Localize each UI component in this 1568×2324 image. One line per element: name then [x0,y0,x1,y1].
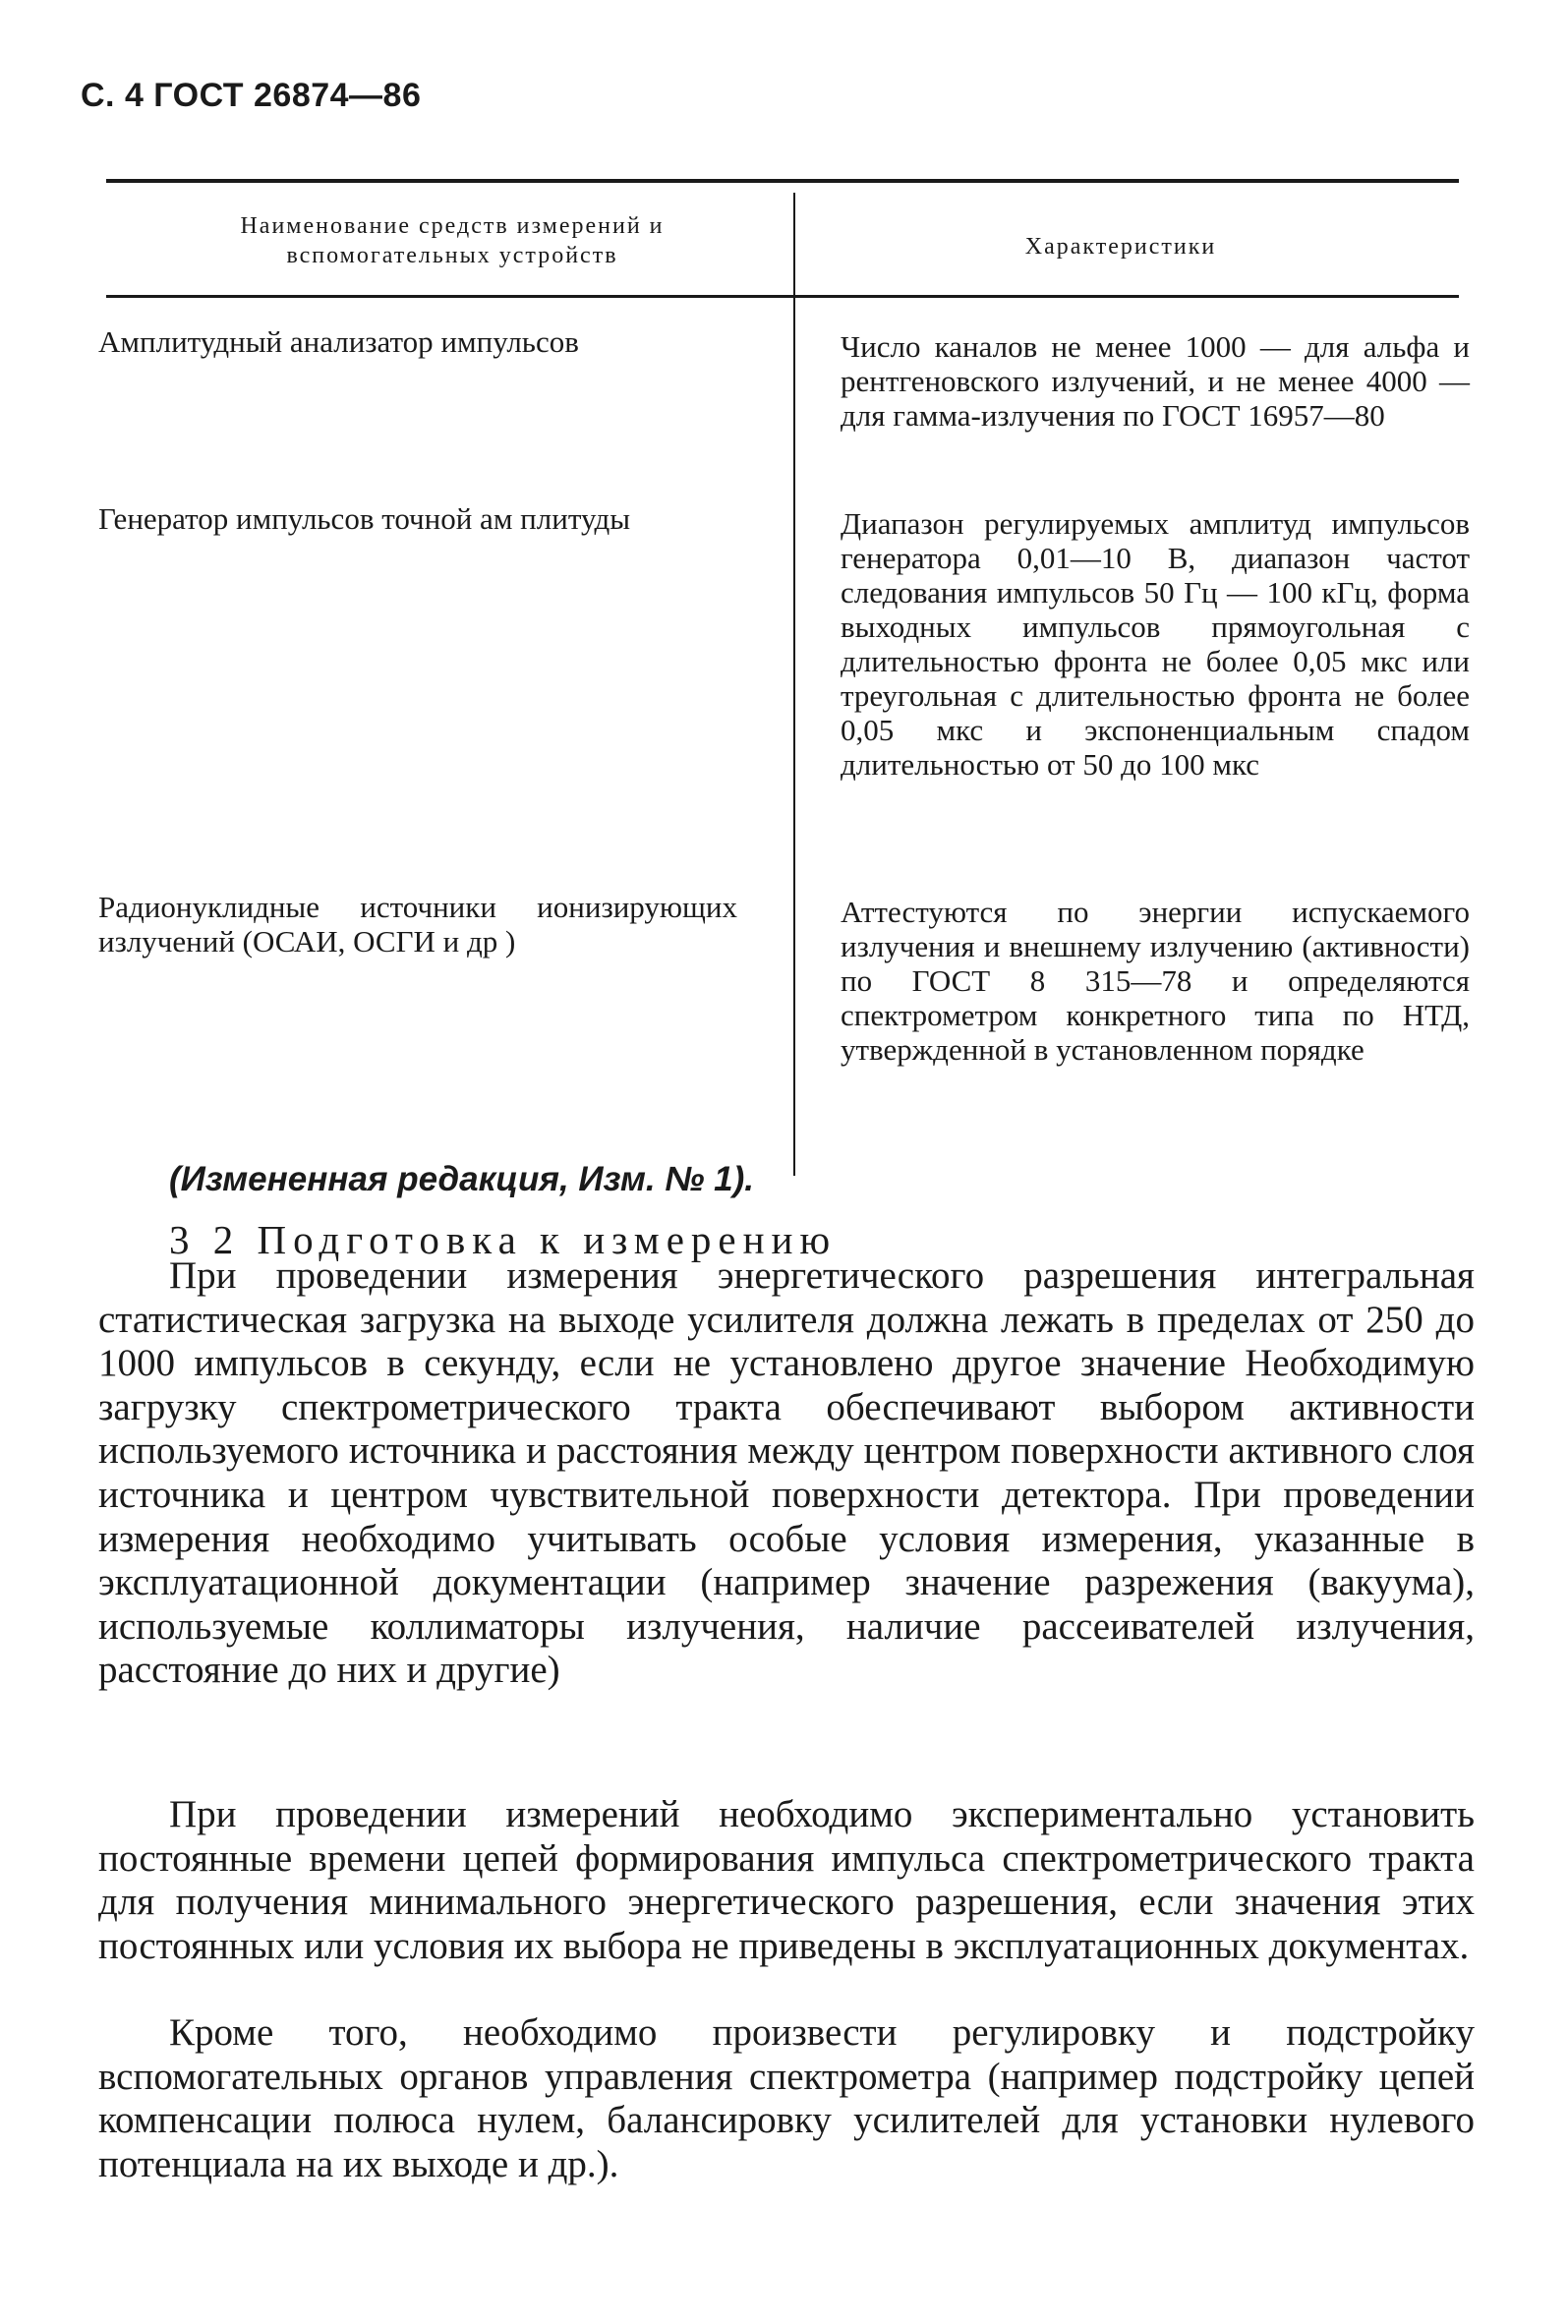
table-header-name: Наименование средств измерений и вспомогательных устройств [240,213,665,268]
table-row-1-characteristics: Число каналов не менее 1000 — для альфа и рентгеновского излучений, и не менее 4000 — для гамма-излучения по ГОСТ 16957—80 [841,329,1470,433]
table-row-1-name: Амплитудный анализатор импульсов [98,324,579,359]
table-row-2-name: Генератор импульсов точной ам плитуды [98,501,631,536]
table-column-divider [793,193,795,1176]
section-paragraph-1: При проведении измерения энергетического разрешения интегральная статистическая загрузка на выходе усилителя должна лежать в пределах от 250 до 1000 импульсов в секунду, если не установлено другое значение Необходимую загрузку спектрометрического тракта обеспечивают выбором активности используемого источника и расстояния между центром поверхности активного слоя источника и центром чувствительной поверхности детектора. При проведении измерения необходимо учитывать особые условия измерения, указанные в эксплуатационной документации (например значение разрежения (вакуума), используемые коллиматоры излучения, наличие рассеивателей излучения, расстояние до них и другие) [98,1254,1475,1692]
section-paragraph-2: При проведении измерений необходимо экспериментально установить постоянные времени цепей формирования импульса спектрометрического тракта для получения минимального энергетического разрешения, если значения этих постоянных или условия их выбора не приведены в эксплуатационных документах. [98,1793,1475,1967]
table-header-characteristics: Характеристики [1024,234,1217,260]
table-row-2-characteristics: Диапазон регулируемых амплитуд импульсов генератора 0,01—10 В, диапазон частот следования импульсов 50 Гц — 100 кГц, форма выходных импульсов прямоугольная с длительностью фронта не более 0,05 мкс или треугольная с длительностью фронта не более 0,05 мкс и экспоненциальным спадом длительностью от 50 до 100 мкс [841,506,1470,782]
table-row-3-characteristics: Аттестуются по энергии испускаемого излучения и внешнему излучению (активности) по ГОСТ 8 315—78 и определяются спектрометром конкретного типа по НТД, утвержденной в установленном порядке [841,895,1470,1067]
page-header: С. 4 ГОСТ 26874—86 [81,77,422,114]
amendment-note: (Измененная редакция, Изм. № 1). [169,1160,755,1198]
table-row-3-name: Радионуклидные источники ионизирующих излучений (ОСАИ, ОСГИ и др ) [98,890,737,959]
section-paragraph-3: Кроме того, необходимо произвести регулировку и подстройку вспомогательных органов управления спектрометра (например подстройку цепей компенсации полюса нулем, балансировку усилителей для установки нулевого потенциала на их выходе и др.). [98,2011,1475,2185]
table-header-rule [106,295,1459,298]
section-title: 3 2 Подготовка к измерению [169,1217,838,1262]
table-top-rule [106,179,1459,183]
